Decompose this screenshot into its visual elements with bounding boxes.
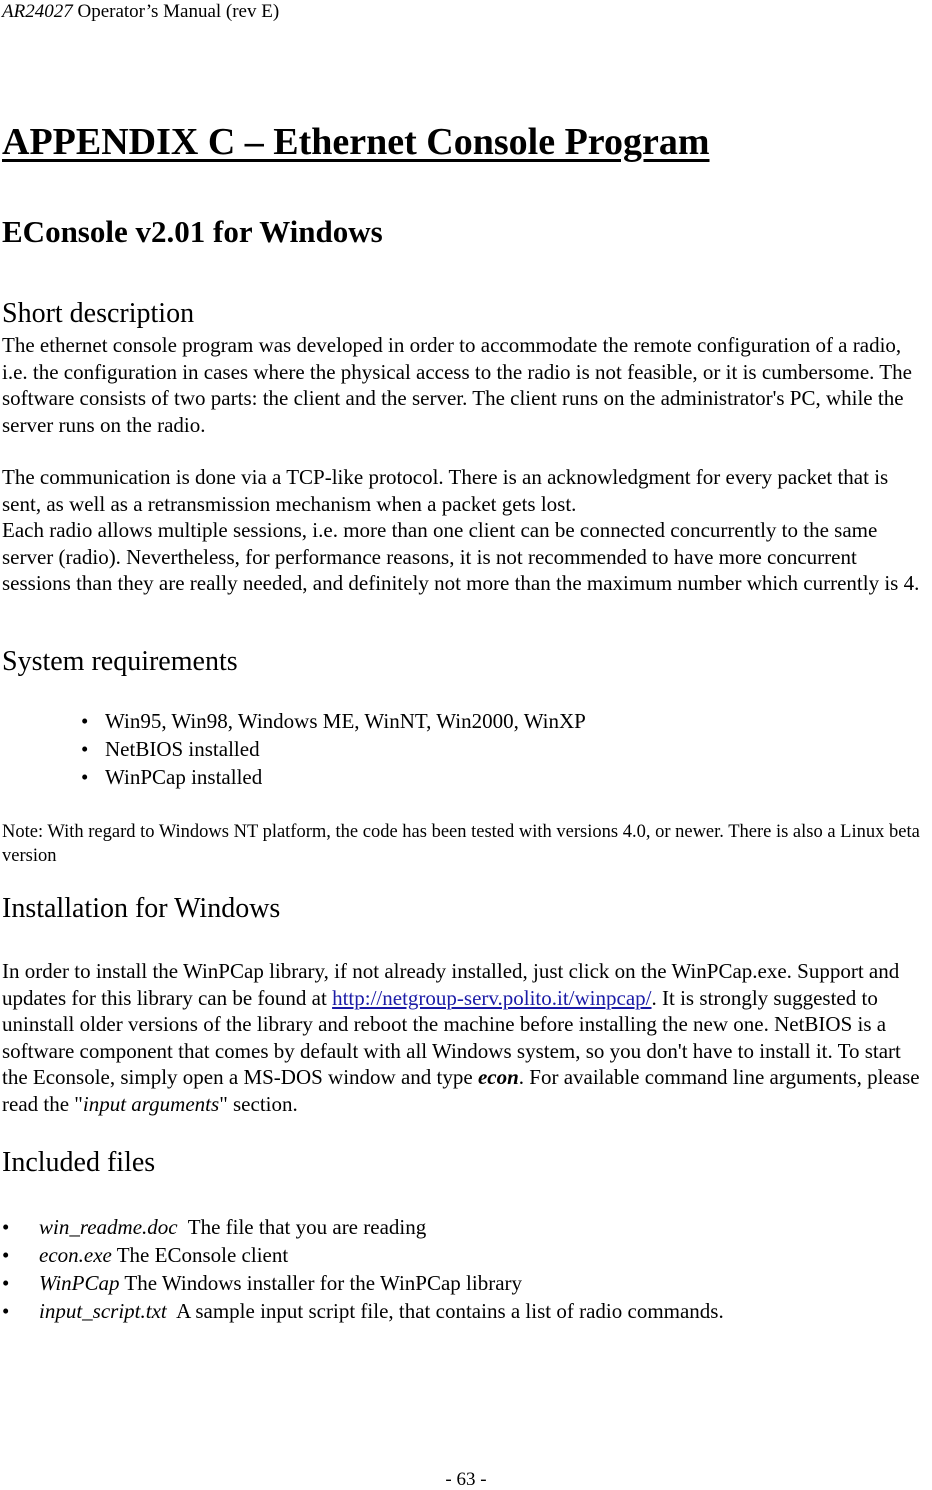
short-description-para-3: Each radio allows multiple sessions, i.e. more than one client can be connected concurrently to the same server (radio). Nevertheless, for performance reasons, it is not recommended to have more concurrent sessions than they are really needed, and definitely not more than the maximum number which currently is 4. — [2, 518, 920, 595]
installation-text-3: . For available command line arguments, please read the " — [2, 1065, 920, 1116]
file-description: A sample input script file, that contains a list of radio commands. — [166, 1299, 724, 1323]
installation-paragraph — [2, 958, 930, 1117]
list-item — [2, 1269, 724, 1297]
system-requirements-heading: System requirements — [2, 646, 238, 677]
bullet-icon: • — [81, 737, 89, 761]
bullet-icon: • — [81, 709, 89, 733]
econ-command: econ — [477, 1065, 519, 1089]
included-files-list — [2, 1213, 724, 1325]
bullet-icon: • — [2, 1215, 10, 1239]
installation-text-4: " section. — [219, 1091, 298, 1116]
short-description-heading: Short description — [2, 298, 195, 329]
file-name: econ.exe — [39, 1243, 112, 1267]
bullet-icon: • — [81, 765, 89, 789]
running-header — [2, 0, 279, 24]
list-item — [2, 1241, 724, 1269]
file-description: The EConsole client — [111, 1243, 289, 1267]
bullet-icon: • — [2, 1299, 10, 1323]
short-description-para-2: The communication is done via a TCP-like protocol. There is an acknowledgment for every packet that is sent, as well as a retransmission mechanism when a packet gets lost. — [2, 465, 889, 516]
bullet-icon: • — [2, 1271, 10, 1295]
input-arguments-ref: input arguments — [82, 1091, 220, 1116]
bullet-icon: • — [2, 1243, 10, 1267]
header-doc-title: Operator’s Manual (rev E) — [72, 1, 280, 22]
requirements-list — [81, 707, 586, 791]
list-item — [2, 1213, 724, 1241]
short-description-para-1: The ethernet console program was developed in order to accommodate the remote configuration of a radio, i.e. the configuration in cases where the physical access to the radio is not feasible, or it is cumbersome. The software consists of two parts: the client and the server. The client runs on the administrator's PC, while the server runs on the radio. — [2, 333, 912, 437]
list-item — [81, 763, 586, 791]
file-description: The file that you are reading — [177, 1215, 427, 1239]
file-name: win_readme.doc — [39, 1215, 178, 1239]
included-files-heading: Included files — [2, 1147, 156, 1178]
file-name: WinPCap — [39, 1271, 120, 1295]
list-item — [81, 735, 586, 763]
requirement-text: NetBIOS installed — [105, 737, 260, 761]
subtitle: EConsole v2.01 for Windows — [2, 214, 383, 249]
header-doc-id: AR24027 — [2, 1, 73, 22]
requirement-text: Win95, Win98, Windows ME, WinNT, Win2000, WinXP — [105, 709, 586, 733]
list-item — [2, 1297, 724, 1325]
list-item — [81, 707, 586, 735]
requirements-note: Note: With regard to Windows NT platform, the code has been tested with versions 4.0, or newer. There is also a Linux beta version — [2, 822, 920, 866]
appendix-title: APPENDIX C – Ethernet Console Program — [2, 121, 710, 163]
file-name: input_script.txt — [39, 1299, 167, 1323]
winpcap-link[interactable]: http://netgroup-serv.polito.it/winpcap/ — [332, 985, 652, 1010]
requirement-text: WinPCap installed — [105, 765, 263, 789]
page-number: - 63 - — [445, 1469, 487, 1490]
installation-heading: Installation for Windows — [2, 893, 281, 924]
file-description: The Windows installer for the WinPCap library — [119, 1271, 523, 1295]
installation-text-2: . It is strongly suggested to uninstall older versions of the library and reboot the machine before installing the new one. NetBIOS is a software component that comes by default with all Windows system, so you don't have to install it. To start the Econsole, simply open a MS-DOS window and type — [2, 985, 901, 1089]
installation-text-1: In order to install the WinPCap library, if not already installed, just click on the WinPCap.exe. Support and updates for this library can be found at — [2, 959, 900, 1010]
